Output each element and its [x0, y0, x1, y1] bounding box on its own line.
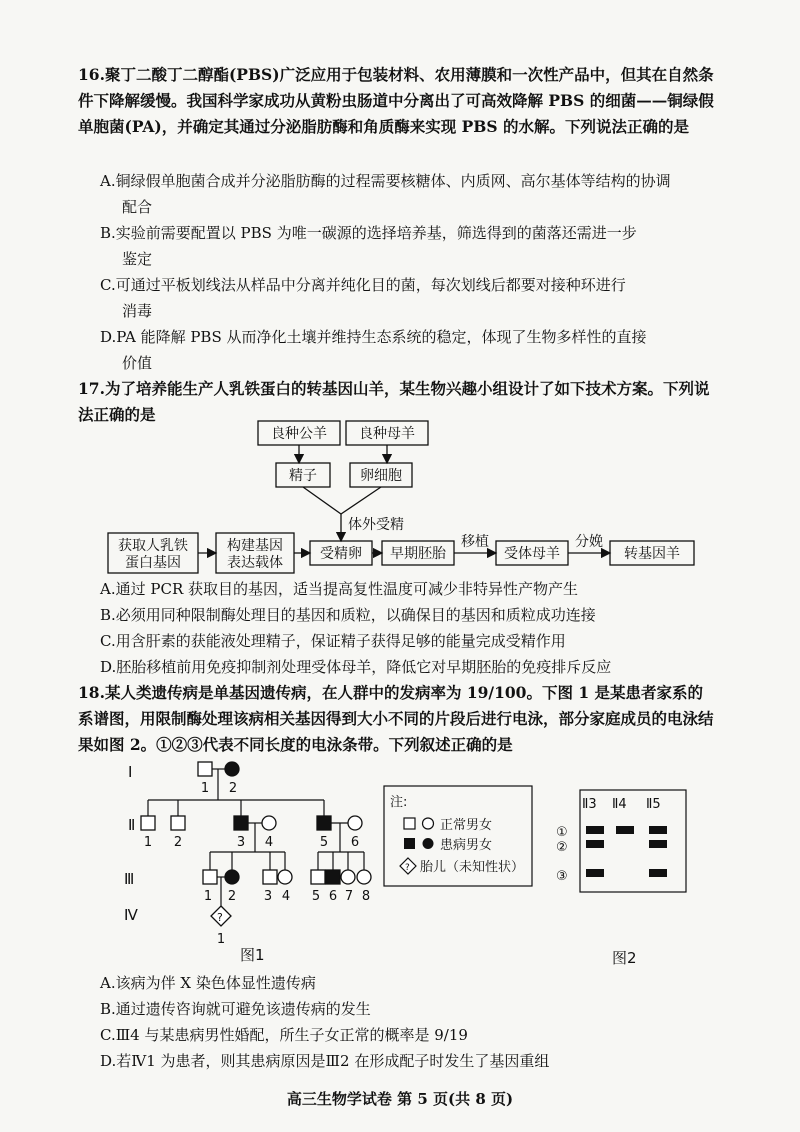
q18-option-a: A.该病为伴 X 染色体显性遗传病 [100, 974, 316, 992]
flow-transfer: 移植 [461, 534, 489, 550]
flow-zygote: 受精卵 [320, 546, 362, 562]
num-ii5: 5 [319, 835, 329, 850]
gel-band-label-2: ② [556, 840, 568, 855]
q16-stem: 16.聚丁二酸丁二醇酯(PBS)广泛应用于包装材料、农用薄膜和一次性产品中，但其在自然条件下降解缓慢。我国科学家成功从黄粉虫肠道中分离出了可高效降解 PBS 的细菌——铜绿假单胞菌(PA)，并确定其通过分泌脂肪酶和角质酶来实现 PBS 的水解。下列说法正确的是 [78, 65, 714, 136]
gel-band [586, 840, 604, 848]
flow-ewe: 良种母羊 [359, 426, 415, 442]
num-iii5: 5 [311, 889, 321, 904]
num-i1: 1 [200, 781, 210, 796]
gel-lane-ii5: Ⅱ5 [646, 797, 661, 812]
gen-label-i: Ⅰ [128, 763, 133, 781]
num-ii6: 6 [350, 835, 360, 850]
flow-result: 转基因羊 [624, 546, 680, 562]
flow-birth: 分娩 [575, 534, 603, 550]
figure-2-label: 图2 [612, 949, 637, 967]
q16-option-d: D.PA 能降解 PBS 从而净化土壤并维持生态系统的稳定，体现了生物多样性的直接 价值 [100, 328, 647, 372]
flow-vector-2: 表达载体 [227, 555, 283, 571]
gel-band [586, 826, 604, 834]
num-ii1: 1 [143, 835, 153, 850]
num-iii1: 1 [203, 889, 213, 904]
legend-normal: 正常男女 [440, 818, 493, 833]
flow-egg: 卵细胞 [360, 468, 402, 484]
flow-vector-1: 构建基因 [227, 538, 283, 554]
gen-label-iv: Ⅳ [124, 906, 138, 924]
pedigree-ii1-normal-male [141, 816, 155, 830]
q17-stem: 17.为了培养能生产人乳铁蛋白的转基因山羊，某生物兴趣小组设计了如下技术方案。下列说法正确的是 [78, 379, 710, 424]
num-iii3: 3 [263, 889, 273, 904]
flow-recipient: 受体母羊 [504, 546, 560, 562]
pedigree-iii7-normal-female [341, 870, 355, 884]
q17-option-b: B.必须用同种限制酶处理目的基因和质粒，以确保目的基因和质粒成功连接 [100, 606, 596, 624]
num-iii7: 7 [344, 889, 354, 904]
pedigree-fetus-question-mark: ? [217, 911, 223, 924]
q16-option-a: A.铜绿假单胞菌合成并分泌脂肪酶的过程需要核糖体、内质网、高尔基体等结构的协调 配合 [100, 172, 671, 216]
pedigree-iii5-normal-male [311, 870, 325, 884]
pedigree-i2-affected-female [225, 762, 239, 776]
num-iii2: 2 [227, 889, 237, 904]
num-iii6: 6 [328, 889, 338, 904]
gel-band [649, 869, 667, 877]
q17-option-a: A.通过 PCR 获取目的基因，适当提高复性温度可减少非特异性产物产生 [100, 580, 579, 598]
gel-band [649, 840, 667, 848]
flow-gene-1: 获取人乳铁 [118, 538, 188, 554]
flow-ram: 良种公羊 [271, 426, 327, 442]
gel-band [586, 869, 604, 877]
pedigree-iii6-affected-male [326, 870, 340, 884]
flow-sperm: 精子 [289, 468, 317, 484]
pedigree-iii4-normal-female [278, 870, 292, 884]
legend-title: 注: [390, 795, 408, 810]
svg-text:?: ? [405, 863, 410, 873]
q18-option-b: B.通过遗传咨询就可避免该遗传病的发生 [100, 1000, 371, 1018]
q18-option-c: C.Ⅲ4 与某患病男性婚配，所生子女正常的概率是 9/19 [100, 1026, 468, 1044]
pedigree-iii3-normal-male [263, 870, 277, 884]
num-iv1: 1 [216, 932, 226, 947]
figure-1-label: 图1 [240, 946, 265, 964]
flow-ivf: 体外受精 [348, 517, 404, 533]
num-i2: 2 [228, 781, 238, 796]
flow-embryo: 早期胚胎 [390, 546, 446, 562]
pedigree-ii2-normal-male [171, 816, 185, 830]
q16-option-b: B.实验前需要配置以 PBS 为唯一碳源的选择培养基，筛选得到的菌落还需进一步 鉴定 [100, 224, 637, 268]
pedigree-i1-normal-male [198, 762, 212, 776]
num-ii3: 3 [236, 835, 246, 850]
gel-lane-ii4: Ⅱ4 [612, 797, 627, 812]
pedigree-ii5-affected-male [317, 816, 331, 830]
gen-label-ii: Ⅱ [128, 816, 136, 834]
flow-gene-2: 蛋白基因 [125, 555, 181, 571]
q17-option-c: C.用含肝素的获能液处理精子，保证精子获得足够的能量完成受精作用 [100, 632, 566, 650]
gel-lane-ii3: Ⅱ3 [582, 797, 597, 812]
pedigree-ii6-normal-female [348, 816, 362, 830]
num-ii4: 4 [264, 835, 274, 850]
gel-band [649, 826, 667, 834]
pedigree-iii8-normal-female [357, 870, 371, 884]
legend-fetus: 胎儿（未知性状） [420, 860, 525, 875]
num-iii4: 4 [281, 889, 291, 904]
pedigree-ii4-normal-female [262, 816, 276, 830]
page-footer: 高三生物学试卷 第 5 页(共 8 页) [286, 1090, 514, 1108]
num-iii8: 8 [361, 889, 371, 904]
gel-band [616, 826, 634, 834]
q18-stem: 18.某人类遗传病是单基因遗传病，在人群中的发病率为 19/100。下图 1 是某患者家系的系谱图，用限制酶处理该病相关基因得到大小不同的片段后进行电泳，部分家庭成员的电泳结果如图 2。①②③代表不同长度的电泳条带。下列叙述正确的是 [78, 683, 714, 754]
q18-option-d: D.若Ⅳ1 为患者，则其患病原因是Ⅲ2 在形成配子时发生了基因重组 [100, 1052, 550, 1070]
gel-band-label-1: ① [556, 825, 568, 840]
num-ii2: 2 [173, 835, 183, 850]
pedigree-iii2-affected-female [225, 870, 239, 884]
gel-band-label-3: ③ [556, 869, 568, 884]
gen-label-iii: Ⅲ [124, 870, 135, 888]
legend-affected: 患病男女 [440, 838, 493, 853]
pedigree-iii1-normal-male [203, 870, 217, 884]
q17-option-d: D.胚胎移植前用免疫抑制剂处理受体母羊，降低它对早期胚胎的免疫排斥反应 [100, 658, 612, 676]
q16-option-c: C.可通过平板划线法从样品中分离并纯化目的菌，每次划线后都要对接种环进行 消毒 [100, 276, 626, 320]
pedigree-ii3-affected-male [234, 816, 248, 830]
